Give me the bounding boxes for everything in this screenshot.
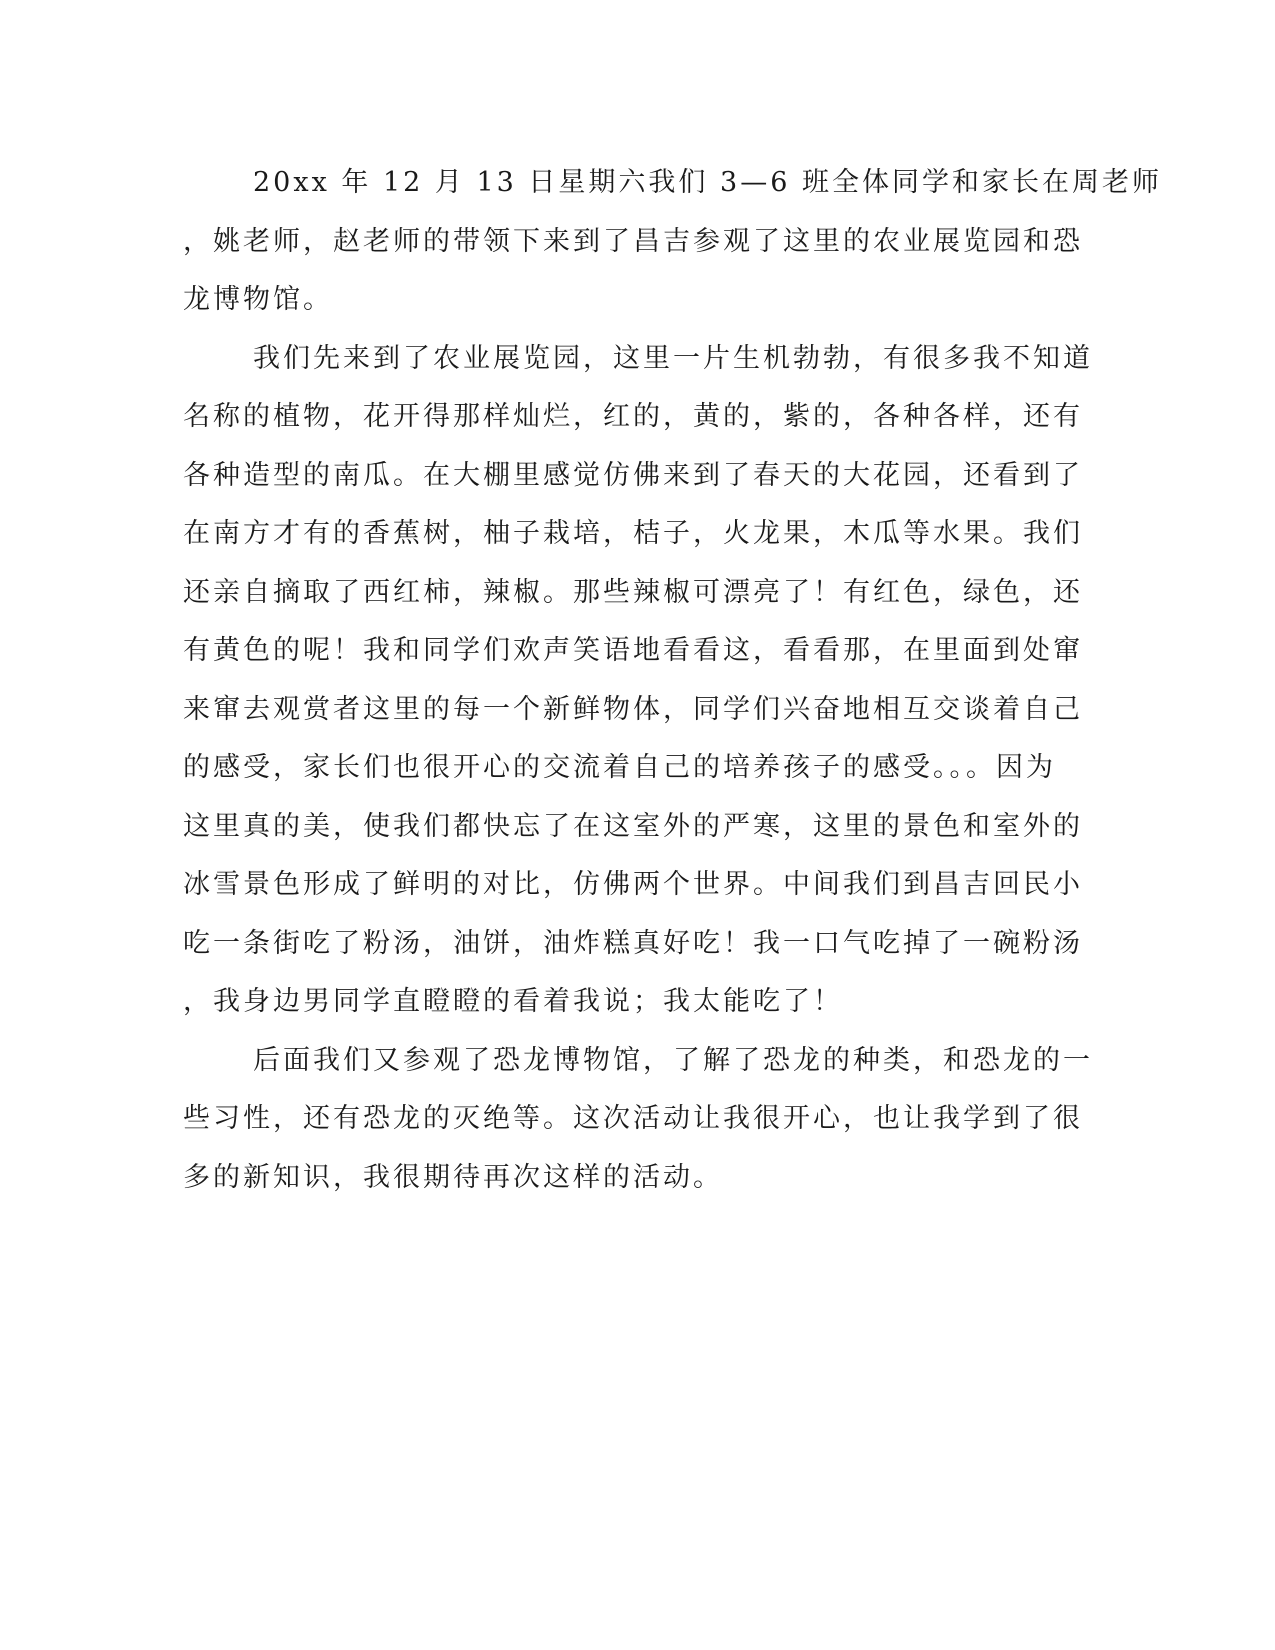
text-line: ，我身边男同学直瞪瞪的看着我说；我太能吃了！ [183,986,843,1017]
text-line: 名称的植物，花开得那样灿烂，红的，黄的，紫的，各种各样，还有 [183,401,1083,432]
document-body [183,154,1162,1207]
text-line: 龙博物馆。 [183,284,333,315]
text-line: 后面我们又参观了恐龙博物馆，了解了恐龙的种类，和恐龙的一 [253,1044,1093,1076]
text-line: 20xx 年 12 月 13 日星期六我们 3—6 班全体同学和家长在周老师 [253,167,1162,198]
paragraph-1 [183,154,1162,330]
text-line: 吃一条街吃了粉汤，油饼，油炸糕真好吃！我一口气吃掉了一碗粉汤 [183,927,1083,959]
paragraph-2 [183,330,1093,1032]
text-line: 多的新知识，我很期待再次这样的活动。 [183,1161,723,1193]
text-line: 的感受，家长们也很开心的交流着自己的培养孩子的感受。。。因为 [183,752,1056,783]
text-line: 我们先来到了农业展览园，这里一片生机勃勃，有很多我不知道 [253,342,1093,374]
text-line: 来窜去观赏者这里的每一个新鲜物体，同学们兴奋地相互交谈着自己 [183,693,1083,725]
text-line: 各种造型的南瓜。在大棚里感觉仿佛来到了春天的大花园，还看到了 [183,459,1083,491]
text-line: 冰雪景色形成了鲜明的对比，仿佛两个世界。中间我们到昌吉回民小 [183,869,1083,900]
text-line: 有黄色的呢！我和同学们欢声笑语地看看这，看看那，在里面到处窜 [183,635,1083,666]
paragraph-3 [183,1032,1093,1208]
text-line: 还亲自摘取了西红柿，辣椒。那些辣椒可漂亮了！有红色，绿色，还 [183,576,1083,608]
text-line: 些习性，还有恐龙的灭绝等。这次活动让我很开心，也让我学到了很 [183,1103,1083,1134]
text-line: 这里真的美，使我们都快忘了在这室外的严寒，这里的景色和室外的 [183,810,1083,842]
text-line: 在南方才有的香蕉树，柚子栽培，桔子，火龙果，木瓜等水果。我们 [183,518,1083,549]
text-line: ，姚老师，赵老师的带领下来到了昌吉参观了这里的农业展览园和恐 [183,225,1083,257]
